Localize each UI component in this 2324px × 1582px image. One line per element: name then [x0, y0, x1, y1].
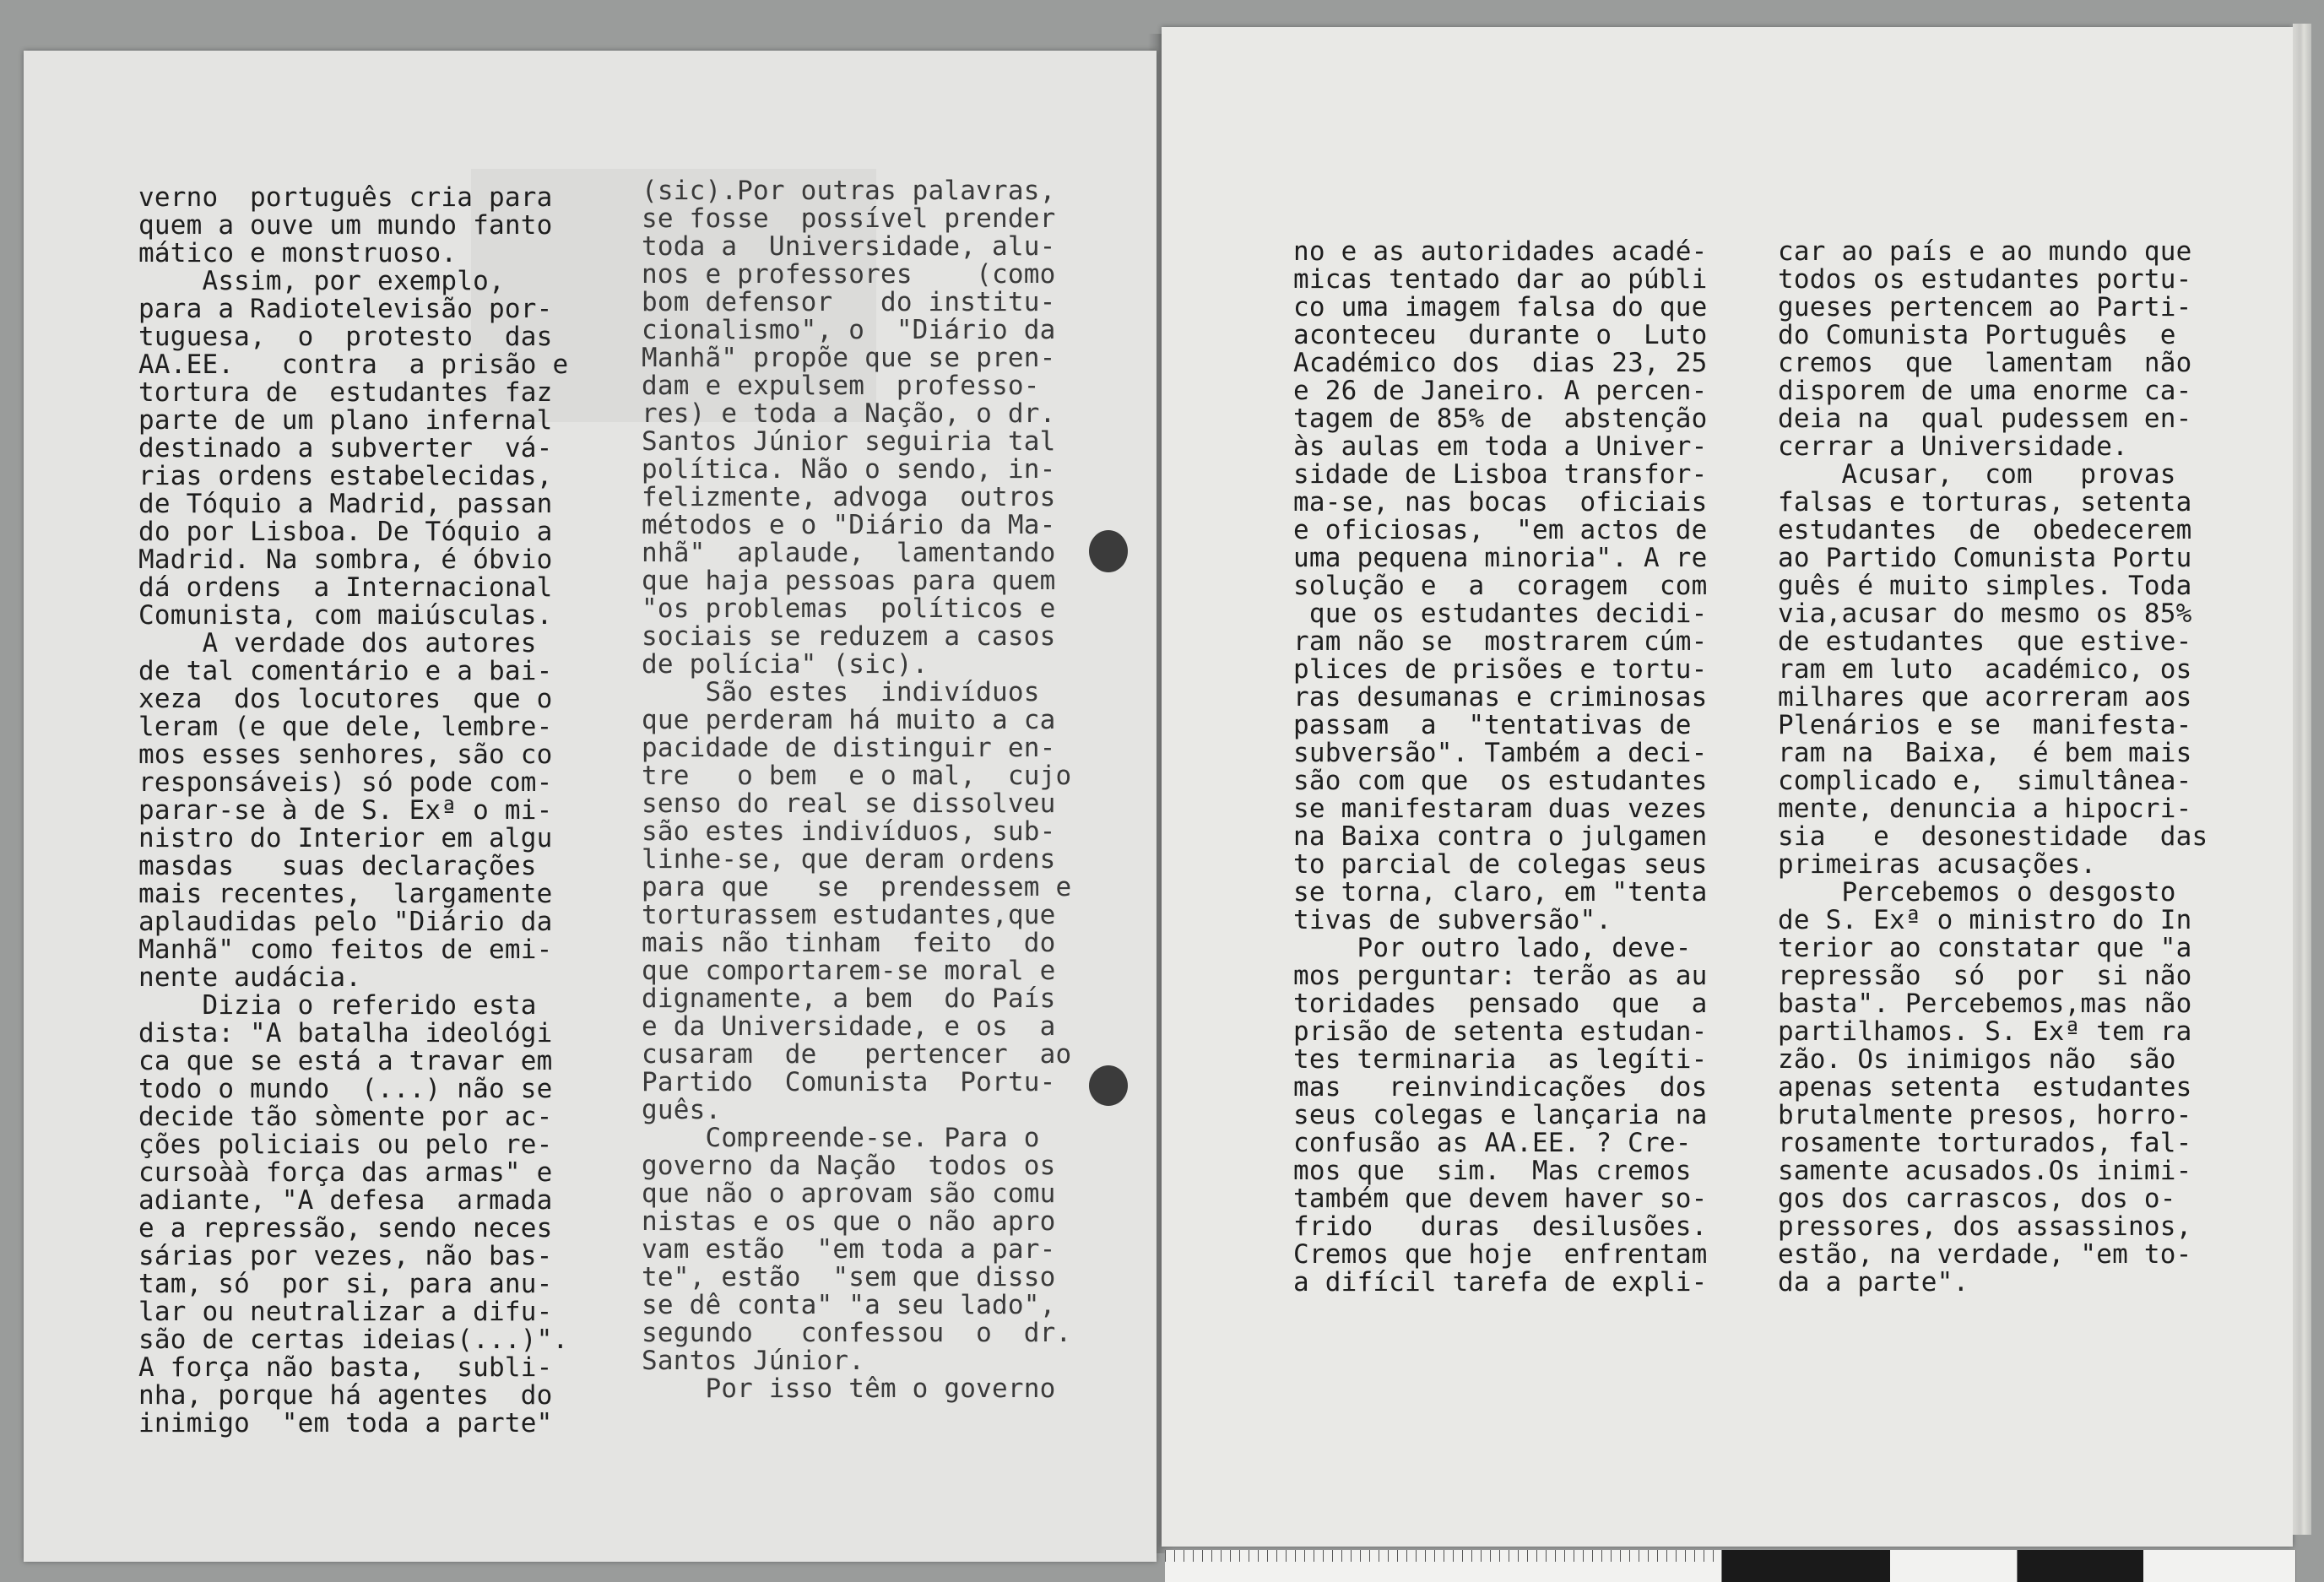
text-column-2: (sic).Por outras palavras, se fosse possível prender toda a Universidade, alu- nos e professores (como bom defensor do institu- cionalismo", o "Diário da Manhã" propõe que se pren- dam e expulsem professo- res) e toda a Nação, o dr. Santos Júnior seguiria tal política. Não o sendo, in- felizmente, advoga outros métodos e o "Diário da Ma- nhã" aplaude, lamentando que haja pessoas para quem "os problemas políticos e sociais se reduzem a casos de polícia" (sic). São estes indivíduos que perderam há muito a ca pacidade de distinguir en- tre o bem e o mal, cujo senso do real se dissolveu são estes indivíduos, sub- linhe-se, que deram ordens para que se prendessem e torturassem estudantes,que mais não tinham feito do que comportarem-se moral e dignamente, a bem do País e da Universidade, e os a cusaram de pertencer ao Partido Comunista Portu- guês. Compreende-se. Para o governo da Nação todos os que não o aprovam são comu nistas e os que o não apro vam estão "em toda a par- te", estão "sem que disso se dê conta" "a seu lado", segundo confessou o dr. Santos Júnior. Por isso têm o governo [642, 176, 1072, 1404]
scale-ticks [1165, 1550, 1722, 1562]
scale-black-segment [2018, 1550, 2144, 1582]
punch-hole [1089, 530, 1128, 572]
text-column-3: no e as autoridades acadé- micas tentado dar ao públi co uma imagem falsa do que aconteceu durante o Luto Académico dos dias 23, 25 e 26 de Janeiro. A percen- tagem de 85% de abstenção às aulas em toda a Univer- sidade de Lisboa transfor- ma-se, nas bocas oficiais e oficiosas, "em actos de uma pequena minoria". A re solução e a coragem com que os estudantes decidi- ram não se mostrarem cúm- plices de prisões e tortu- ras desumanas e criminosas passam a "tentativas de subversão". Também a deci- são com que os estudantes se manifestaram duas vezes na Baixa contra o julgamen to parcial de colegas seus se torna, claro, em "tenta tivas de subversão". Por outro lado, deve- mos perguntar: terão as au toridades pensado que a prisão de setenta estudan- tes terminaria as legíti- mas reinvindicações dos seus colegas e lançaria na confusão as AA.EE. ? Cre- mos que sim. Mas cremos também que devem haver so- frido duras desilusões. Cremos que hoje enfrentam a difícil tarefa de expli- [1293, 236, 1708, 1298]
left-page [24, 51, 1157, 1562]
stacked-page-edges [2293, 24, 2311, 1535]
scale-white-segment [2143, 1550, 2296, 1582]
punch-hole [1089, 1065, 1128, 1106]
text-column-1: verno português cria para quem a ouve um mundo fanto mático e monstruoso. Assim, por exemplo, para a Radiotelevisão por- tuguesa, o protesto das AA.EE. contra a prisão e tortura de estudantes faz parte de um plano infernal destinado a subverter vá- rias ordens estabelecidas, de Tóquio a Madrid, passan do por Lisboa. De Tóquio a Madrid. Na sombra, é óbvio dá ordens a Internacional Comunista, com maiúsculas. A verdade dos autores de tal comentário e a bai- xeza dos locutores que o leram (e que dele, lembre- mos esses senhores, são co responsáveis) só pode com- parar-se à de S. Exª o mi- nistro do Interior em algu masdas suas declarações mais recentes, largamente aplaudidas pelo "Diário da Manhã" como feitos de emi- nente audácia. Dizia o referido esta dista: "A batalha ideológi ca que se está a travar em todo o mundo (...) não se decide tão sòmente por ac- ções policiais ou pelo re- cursoàà força das armas" e adiante, "A defesa armada e a repressão, sendo neces sárias por vezes, não bas- tam, só por si, para anu- lar ou neutralizar a difu- são de certas ideias(...)". A força não basta, subli- nha, porque há agentes do inimigo "em toda a parte" [138, 182, 569, 1438]
text-column-4: car ao país e ao mundo que todos os estudantes portu- gueses pertencem ao Parti- do Comunista Português e cremos que lamentam não disporem de uma enorme ca- deia na qual pudessem en- cerrar a Universidade. Acusar, com provas falsas e torturas, setenta estudantes de obedecerem ao Partido Comunista Portu guês é muito simples. Toda via,acusar do mesmo os 85% de estudantes que estive- ram em luto académico, os milhares que acorreram aos Plenários e se manifesta- ram na Baixa, é bem mais complicado e, simultânea- mente, denuncia a hipocri- sia e desonestidade das primeiras acusações. Percebemos o desgosto de S. Exª o ministro do In terior ao constatar que "a repressão só por si não basta". Percebemos,mas não partilhamos. S. Exª tem ra zão. Os inimigos não são apenas setenta estudantes brutalmente presos, horro- rosamente torturados, fal- samente acusados.Os inimi- gos dos carrascos, dos o- pressores, dos assassinos, estão, na verdade, "em to- da a parte". [1778, 236, 2208, 1298]
right-page [1162, 27, 2293, 1547]
scale-white-segment [1890, 1550, 2018, 1582]
scale-black-segment [1722, 1550, 1891, 1582]
